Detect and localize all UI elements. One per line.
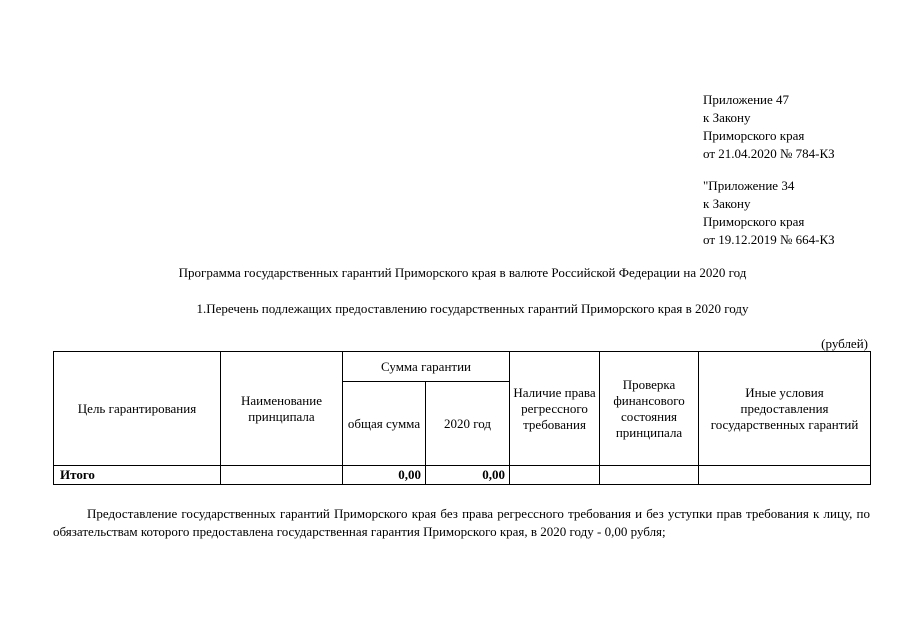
- appendix-block-original: [703, 177, 835, 249]
- header-check: Проверка финансового состояния принципала: [600, 352, 699, 466]
- appendix-block-current: [703, 91, 835, 163]
- guarantees-table: [53, 351, 871, 485]
- total-label: Итого: [54, 466, 221, 485]
- appendix-line: Приморского края: [703, 214, 805, 229]
- header-sum-group: Сумма гарантии: [343, 352, 510, 382]
- appendix-line: "Приложение 34: [703, 178, 795, 193]
- appendix-line: к Закону: [703, 110, 751, 125]
- header-purpose: Цель гарантирования: [54, 352, 221, 466]
- total-year-value: 0,00: [426, 466, 510, 485]
- total-check: [600, 466, 699, 485]
- appendix-line: Приложение 47: [703, 92, 790, 107]
- header-total-sum: общая сумма: [343, 382, 426, 466]
- header-other: Иные условия предоставления государственных гарантий: [699, 352, 871, 466]
- header-year: 2020 год: [426, 382, 510, 466]
- total-other: [699, 466, 871, 485]
- footnote-paragraph: Предоставление государственных гарантий Приморского края без права регрессного требования и без уступки прав требования к лицу, по обязательствам которого предоставлена государственная гарантия Приморского края, в 2020 году - 0,00 рубля;: [53, 506, 870, 539]
- appendix-line: от 21.04.2020 № 784-КЗ: [703, 146, 835, 161]
- header-recourse: Наличие права регрессного требования: [510, 352, 600, 466]
- appendix-line: Приморского края: [703, 128, 805, 143]
- total-sum-value: 0,00: [343, 466, 426, 485]
- table-header-row: [54, 352, 871, 382]
- section-title: 1.Перечень подлежащих предоставлению государственных гарантий Приморского края в 2020 году: [196, 301, 749, 316]
- program-title: Программа государственных гарантий Приморского края в валюте Российской Федерации на 2020 год: [178, 265, 747, 280]
- appendix-line: от 19.12.2019 № 664-КЗ: [703, 232, 835, 247]
- header-principal: Наименование принципала: [221, 352, 343, 466]
- total-principal: [221, 466, 343, 485]
- total-recourse: [510, 466, 600, 485]
- appendix-line: к Закону: [703, 196, 751, 211]
- table-total-row: [54, 466, 871, 485]
- unit-label: (рублей): [821, 336, 868, 351]
